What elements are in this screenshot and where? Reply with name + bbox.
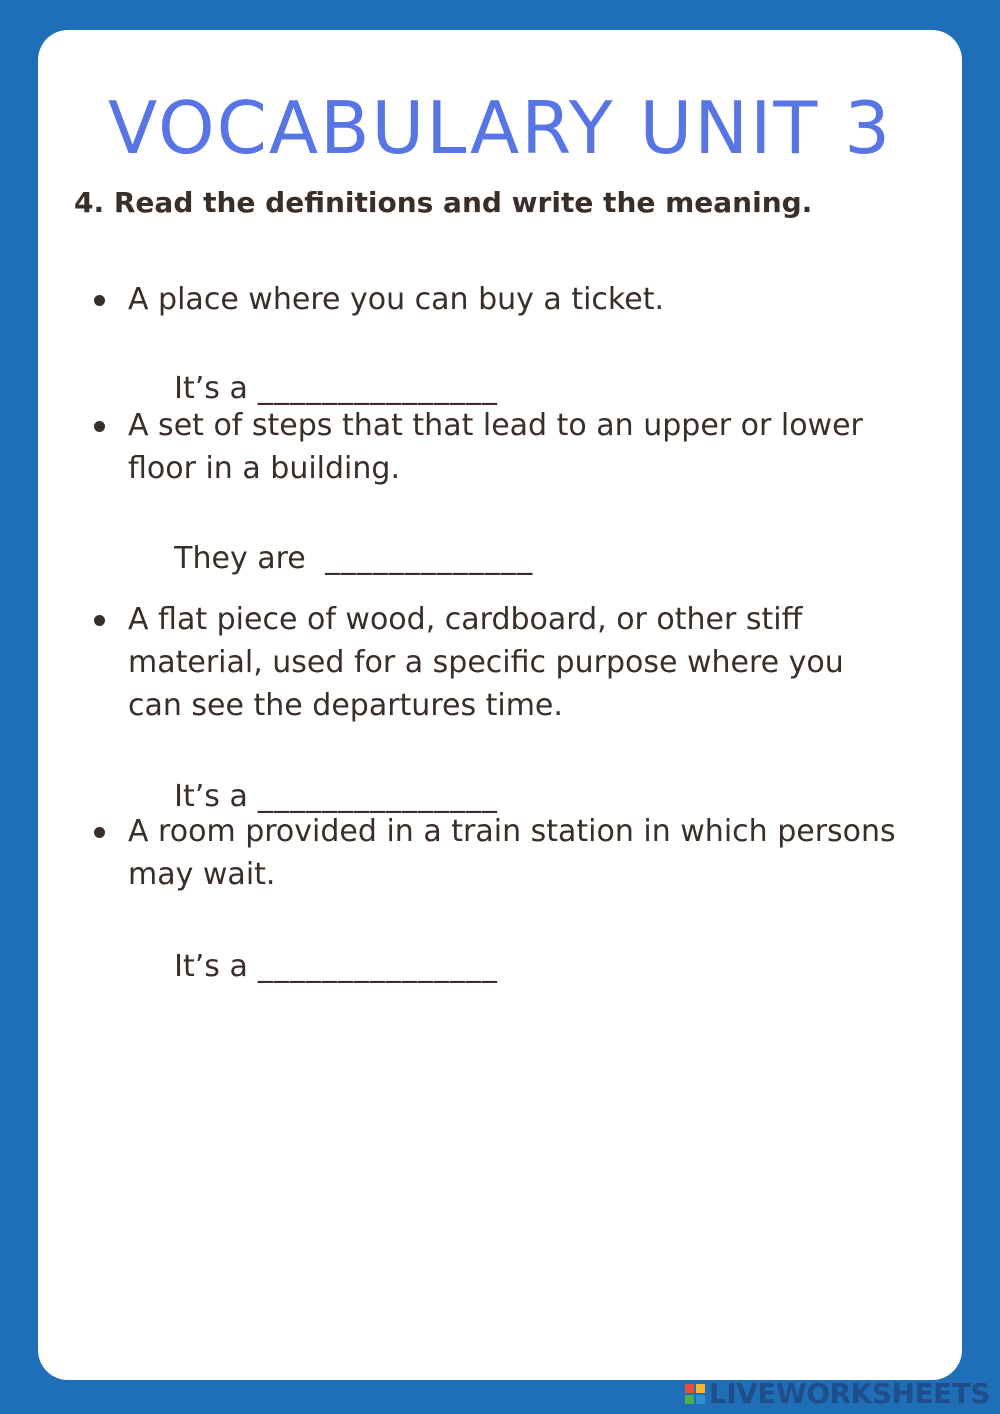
bullet (94, 615, 105, 626)
worksheet-card (38, 30, 962, 1380)
page-title: VOCABULARY UNIT 3 (107, 86, 893, 170)
definition-item (94, 278, 904, 321)
logo-text: LIVEWORKSHEETS (708, 1377, 990, 1410)
answer-prefix: It’s a (174, 371, 248, 406)
answer-line[interactable] (136, 506, 533, 611)
definition-item (94, 810, 904, 896)
definition-item (94, 404, 904, 490)
instruction: 4. Read the definitions and write the meaning. (74, 186, 813, 219)
answer-blank[interactable]: _______________ (257, 949, 498, 984)
answer-blank[interactable]: _______________ (257, 371, 498, 406)
definition-text: A room provided in a train station in which persons may wait. (128, 814, 896, 892)
answer-blank[interactable]: _______________ (257, 779, 498, 814)
answer-prefix: It’s a (174, 779, 248, 814)
definition-item (94, 598, 904, 727)
answer-line[interactable] (136, 914, 498, 1019)
definition-text: A place where you can buy a ticket. (128, 282, 664, 317)
logo-icon (685, 1384, 705, 1404)
definition-text: A flat piece of wood, cardboard, or other stiff material, used for a specific purpose where you can see the departures time. (128, 602, 844, 723)
answer-blank[interactable]: _____________ (325, 541, 534, 576)
liveworksheets-logo (685, 1377, 990, 1410)
definition-text: A set of steps that that lead to an upper or lower floor in a building. (128, 408, 863, 486)
bullet (94, 421, 105, 432)
bullet (94, 295, 105, 306)
bullet (94, 827, 105, 838)
answer-prefix: They are (174, 541, 316, 576)
answer-prefix: It’s a (174, 949, 248, 984)
